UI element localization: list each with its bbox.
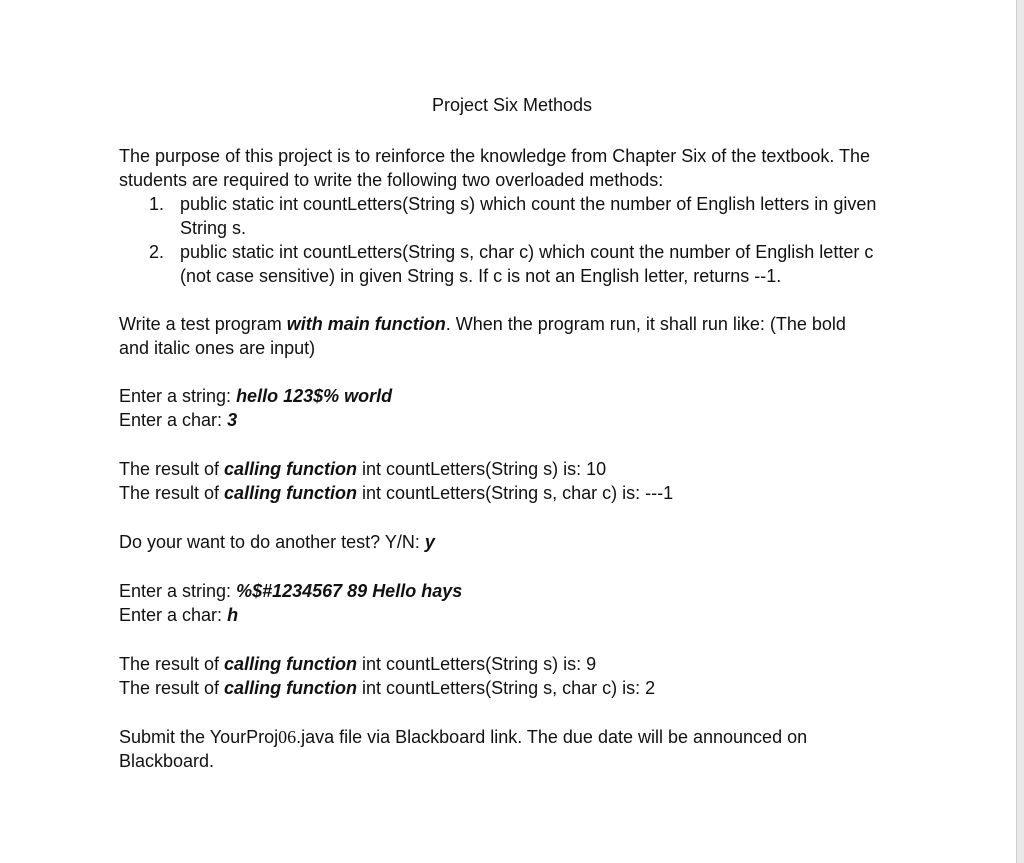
another-test-input-value: y [424,532,435,552]
list-item [119,240,899,288]
char-prompt: Enter a char: [119,410,228,430]
test-instructions-paragraph [119,312,899,360]
result-1-prefix: The result of [119,654,225,674]
result-2-suffix: int countLetters(String s, char c) is: ---1 [357,483,674,503]
intro-line-1: The purpose of this project is to reinforce the knowledge from Chapter Six of the textbook. The [119,146,871,166]
sample-run-2-results [119,652,899,700]
list-item-line-1: public static int countLetters(String s, char c) which count the number of English letter c [180,242,874,262]
methods-list [119,192,899,288]
document-body [119,144,899,773]
intro-line-2: students are required to write the following two overloaded methods: [119,170,664,190]
result-1-emphasis: calling function [224,654,358,674]
result-1-prefix: The result of [119,459,225,479]
string-input-value: %$#1234567 89 Hello hays [236,581,463,601]
test-instructions-suffix: . When the program run, it shall run like: (The bold [445,314,846,334]
test-instructions-prefix: Write a test program [119,314,287,334]
list-item [119,192,899,240]
result-2-emphasis: calling function [224,678,358,698]
result-2-prefix: The result of [119,678,225,698]
submission-project-number: 06 [278,727,297,747]
intro-paragraph [119,144,899,192]
list-item-line-1: public static int countLetters(String s) which count the number of English letters in given [180,194,877,214]
result-1-suffix: int countLetters(String s) is: 9 [357,654,597,674]
result-1-emphasis: calling function [224,459,358,479]
char-input-value: h [227,605,239,625]
submission-prefix: Submit the YourProj [119,727,279,747]
submission-line-2: Blackboard. [119,751,215,771]
char-input-value: 3 [227,410,238,430]
string-prompt: Enter a string: [119,581,237,601]
result-2-prefix: The result of [119,483,225,503]
submission-paragraph [119,725,899,773]
list-item-number: 2. [149,242,165,262]
list-item-line-2: String s. [180,218,247,238]
result-1-suffix: int countLetters(String s) is: 10 [357,459,607,479]
sample-run-1-results [119,457,899,505]
submission-suffix: .java file via Blackboard link. The due date will be announced on [296,727,808,747]
page-title: Project Six Methods [431,95,593,115]
another-test-question: Do your want to do another test? Y/N: [119,532,425,552]
sample-run-1-input [119,384,899,432]
sample-run-2-input [119,579,899,627]
result-2-suffix: int countLetters(String s, char c) is: 2 [357,678,656,698]
char-prompt: Enter a char: [119,605,228,625]
string-prompt: Enter a string: [119,386,237,406]
page-edge-divider [1016,0,1024,863]
another-test-prompt [119,530,899,554]
test-instructions-emphasis: with main function [286,314,446,334]
result-2-emphasis: calling function [224,483,358,503]
test-instructions-line-2: and italic ones are input) [119,338,316,358]
list-item-number: 1. [149,194,165,214]
list-item-line-2: (not case sensitive) in given String s. If c is not an English letter, returns --1. [180,266,782,286]
string-input-value: hello 123$% world [236,386,393,406]
